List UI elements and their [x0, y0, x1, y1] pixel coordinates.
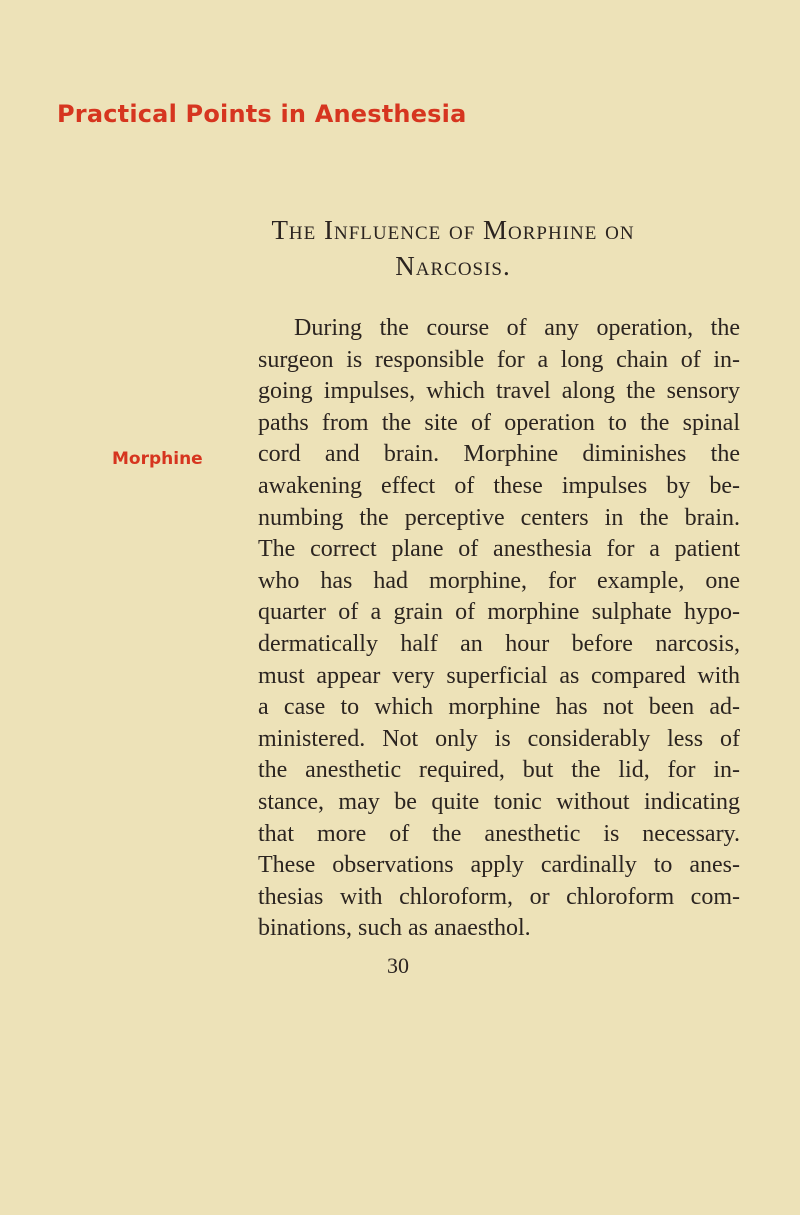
text-line: that more of the anesthetic is necessary. [258, 820, 740, 847]
text-line: going impulses, which travel along the sensory [258, 378, 740, 405]
section-title [258, 212, 648, 284]
body-text [258, 313, 740, 945]
text-line: During the course of any operation, the [294, 315, 740, 341]
text-line: cord and brain. Morphine diminishes the [258, 441, 740, 468]
title-line: Narcosis. [395, 251, 511, 281]
text-line: stance, may be quite tonic without indicating [258, 788, 740, 815]
text-line: the anesthetic required, but the lid, for in- [258, 757, 740, 784]
text-line: thesias with chloroform, or chloroform com- [258, 883, 740, 910]
text-line: surgeon is responsible for a long chain of in- [258, 346, 740, 373]
text-line: a case to which morphine has not been ad- [258, 694, 740, 721]
text-line: dermatically half an hour before narcosis, [258, 630, 740, 657]
text-line: quarter of a grain of morphine sulphate hypo- [258, 599, 740, 626]
text-line: binations, such as anaesthol. [258, 915, 531, 942]
text-line: These observations apply cardinally to anes- [258, 852, 740, 879]
text-line: awakening effect of these impulses by be- [258, 472, 740, 499]
text-line: The correct plane of anesthesia for a patient [258, 536, 740, 563]
page-number: 30 [387, 953, 409, 978]
text-line: paths from the site of operation to the spinal [258, 409, 740, 436]
text-line: ministered. Not only is considerably less of [258, 725, 740, 752]
text-line: numbing the perceptive centers in the brain. [258, 504, 740, 531]
text-line: who has had morphine, for example, one [258, 567, 740, 594]
title-line: The Influence of Morphine on [271, 215, 635, 245]
running-head: Practical Points in Anesthesia [57, 100, 467, 128]
side-note: Morphine [112, 449, 203, 469]
text-line: must appear very superficial as compared with [258, 662, 740, 689]
